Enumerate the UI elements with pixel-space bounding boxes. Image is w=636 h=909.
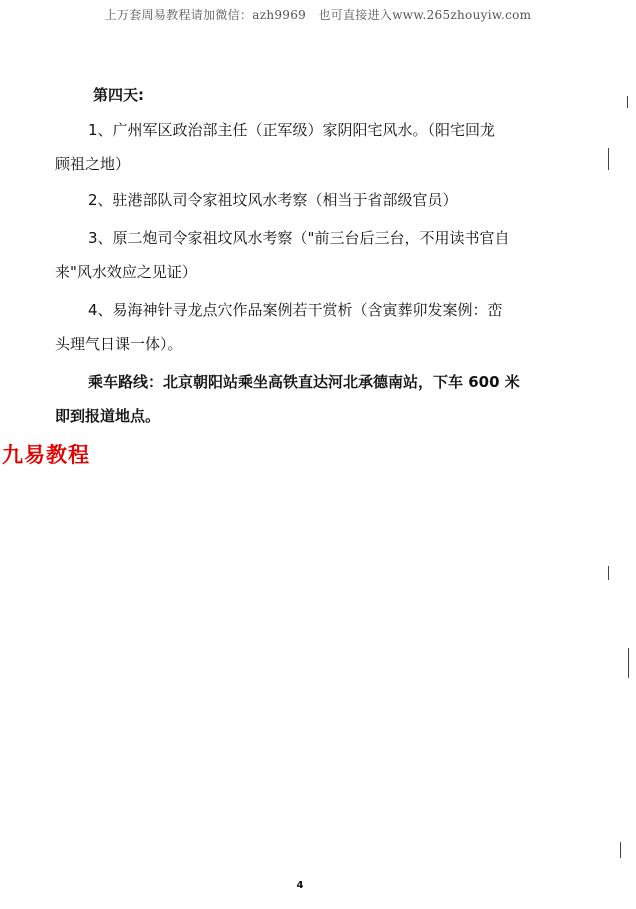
item-2-line-1: 2、驻港部队司令家祖坟风水考察（相当于省部级官员） [88,191,458,209]
route-line-1: 乘车路线：北京朝阳站乘坐高铁直达河北承德南站，下车 600 米 [88,373,520,391]
route-line-2: 即到报道地点。 [55,407,161,425]
page-number: 4 [296,880,304,891]
scan-mark [628,648,629,678]
scan-mark [627,96,628,108]
item-4-line-2: 头理气日课一体）。 [55,335,183,353]
day-heading: 第四天: [93,86,144,104]
item-3-line-2: 来"风水效应之见证） [55,263,197,281]
item-3-line-1: 3、原二炮司令家祖坟风水考察（"前三台后三台，不用读书官自 [88,229,510,247]
item-1-line-2: 顾祖之地） [55,155,131,173]
scan-mark [620,842,621,858]
item-1-line-1: 1、广州军区政治部主任（正军级）家阴阳宅风水。（阳宅回龙 [88,121,496,139]
top-banner: 上万套周易教程请加微信：azh9969 也可直接进入www.265zhouyiw.com [104,8,532,22]
watermark-text: 九易教程 [2,443,90,467]
scan-mark [608,566,609,580]
scan-mark [608,148,609,170]
item-4-line-1: 4、易海神针寻龙点穴作品案例若干赏析（含寅葬卯发案例：峦 [88,301,503,319]
